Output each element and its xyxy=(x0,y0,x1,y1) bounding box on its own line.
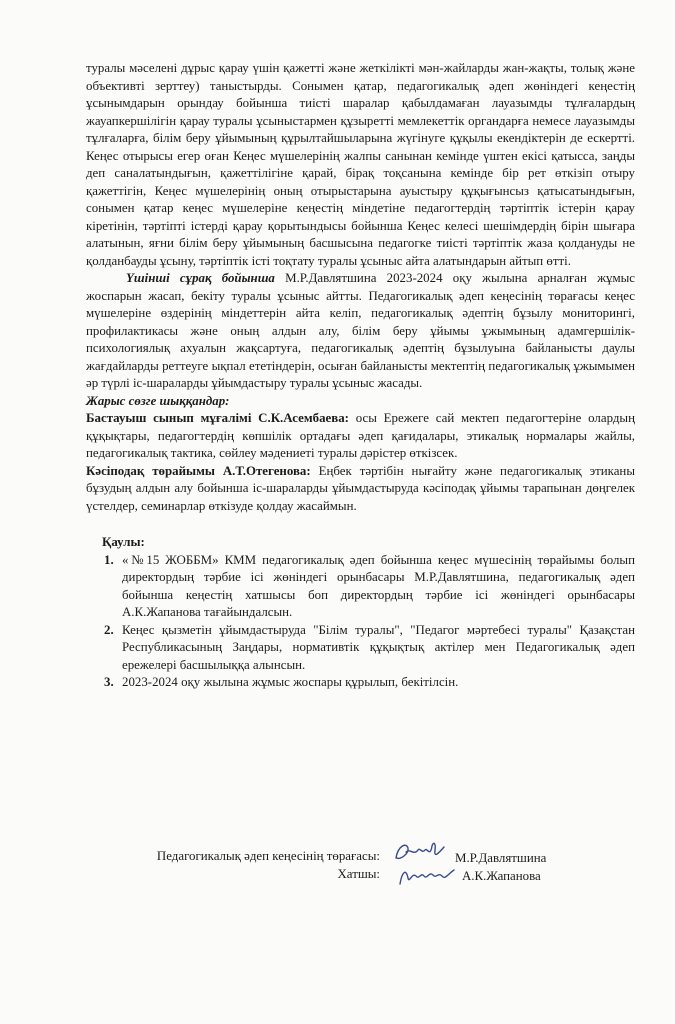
speakers-heading: Жарыс сөзге шыққандар: xyxy=(86,393,230,408)
secretary-signature-icon xyxy=(396,862,458,890)
chair-signature-icon xyxy=(392,838,452,866)
decision-item xyxy=(86,622,635,675)
speaker-2-text: Еңбек тәртібін нығайту және педагогикалық этиканы бұзудың алдын алу бойынша іс-шараларды ұйымдастыруда кәсіподақ ұйымы тарапынан дөңгелек үстелдер, семинарлар өткізуде қолдау жасаймын. xyxy=(86,463,635,513)
paragraph-intro: туралы мәселені дұрыс қарау үшін қажетті және жеткілікті мән-жайларды жан-жақты, толық және объективті зерттеу) таныстырды. Сонымен қатар, педагогикалық әдеп жөніндегі кеңестің ұсынымдарын орындау бойынша тиісті шаралар қабылдамаған лауазымды тұлғалардың жауапкершілігін қарау туралы ұсыныстармен құзыретті мемлекеттік органдарға немесе лауазымды тұлғаларға, білім беру ұйымының құрылтайшыларына жүгінуге құқылы екендіктерін де ескертті. Кеңес отырысы егер оған Кеңес мүшелерінің жалпы санынан кемінде үштен екісі қатысса, заңды деп саналатындығын, қажеттілігіне қарай, бірақ тоқсанына кемінде бір рет өткізіп отыру қажеттігін, Кеңес мүшелерінің оның отырыстарына ауыстыру құқығынсыз қатысатындығын, сонымен қатар кеңес мүшелеріне кеңестің міндетіне педагогтердің тәртіптік істерін қарау кіретінін, тәртіпті істерді қарау қорытындысы бойынша Кеңес келесі шешімдердің бірін шығара алатынын, яғни білім беру ұйымының басшысына педагогке тиісті тәртіптік жаза қолдануды не қолданбауды ұсыну, тәртіптік істі тоқтату туралы ұсыныс айта алатындарын айтып өтті. xyxy=(86,61,635,268)
decision-text: «№15 ЖОББМ» КММ педагогикалық әдеп бойынша кеңес мүшесінің төрайымы болып директордың тәрбие ісі жөніндегі орынбасары М.Р.Давлятшина, педагогикалық әдеп бойынша кеңестің хатшысы боп директордың тәрбие ісі жөніндегі орынбасары А.К.Жапанова тағайындалсын. xyxy=(122,552,635,619)
third-question-lead: Үшінші сұрақ бойынша xyxy=(126,271,275,285)
decision-number: 2. xyxy=(104,622,114,637)
decision-item xyxy=(86,552,635,622)
section-gap xyxy=(86,515,635,532)
decision-text: Кеңес қызметін ұйымдастыруда "Білім туралы", "Педагог мәртебесі туралы" Қазақстан Республикасының Заңдары, нормативтік құқықтық актілер мен Педагогикалық әдеп ережелері басшылыққа алынсын. xyxy=(122,622,635,672)
speaker-1-paragraph xyxy=(86,410,635,463)
decision-text: 2023-2024 оқу жылына жұмыс жоспары құрылып, бекітілсін. xyxy=(122,675,459,689)
chair-label: Педагогикалық әдеп кеңесінің төрағасы: xyxy=(156,849,380,863)
speaker-1-name: Бастауыш сынып мұғалімі С.К.Асембаева: xyxy=(86,411,349,425)
speaker-2-paragraph xyxy=(86,463,635,516)
decision-number: 3. xyxy=(104,675,114,689)
speaker-2-name: Кәсіподақ төрайымы А.Т.Отегенова: xyxy=(86,463,311,478)
decision-item xyxy=(86,674,635,692)
paragraph-third-question xyxy=(86,270,635,393)
decision-list xyxy=(86,552,635,692)
decision-number: 1. xyxy=(104,552,114,567)
speaker-1-text: осы Ережеге сай мектеп педагогтеріне олардың құқықтары, педагогтердің көпшілік ортадағы әдеп қағидалары, этикалық нормалары жайлы, педагогикалық тактика, сөйлеу мәдениеті туралы дәрістер өткізсек. xyxy=(86,411,635,460)
secretary-name: А.К.Жапанова xyxy=(462,869,541,883)
third-question-text: М.Р.Давлятшина 2023-2024 оқу жылына арналған жұмыс жоспарын жасап, бекіту туралы ұсыныс айтты. Педагогикалық әдеп кеңесінің төрағасы кеңес мүшелеріне өздерінің міндеттерін айта келіп, педагогикалық әдептің бұзылу мониторингі, профилактикасы және оның алдын алу, білім беру ұйымы ұжымының адамгершілік-психологиялық ахуалын жақсартуға, педагогикалық әдептің бұзылуына байланысты даулы жағдайларды реттеуге ықпал ететіндерін, осыған байланысты мектептің педагогикалық ұжымымен әр түрлі іс-шараларды ұйымдастыру туралы ұсыныс жасады. xyxy=(86,271,635,390)
secretary-label: Хатшы: xyxy=(337,867,380,881)
chair-name: М.Р.Давлятшина xyxy=(455,851,547,865)
decision-title: Қаулы: xyxy=(102,535,145,549)
